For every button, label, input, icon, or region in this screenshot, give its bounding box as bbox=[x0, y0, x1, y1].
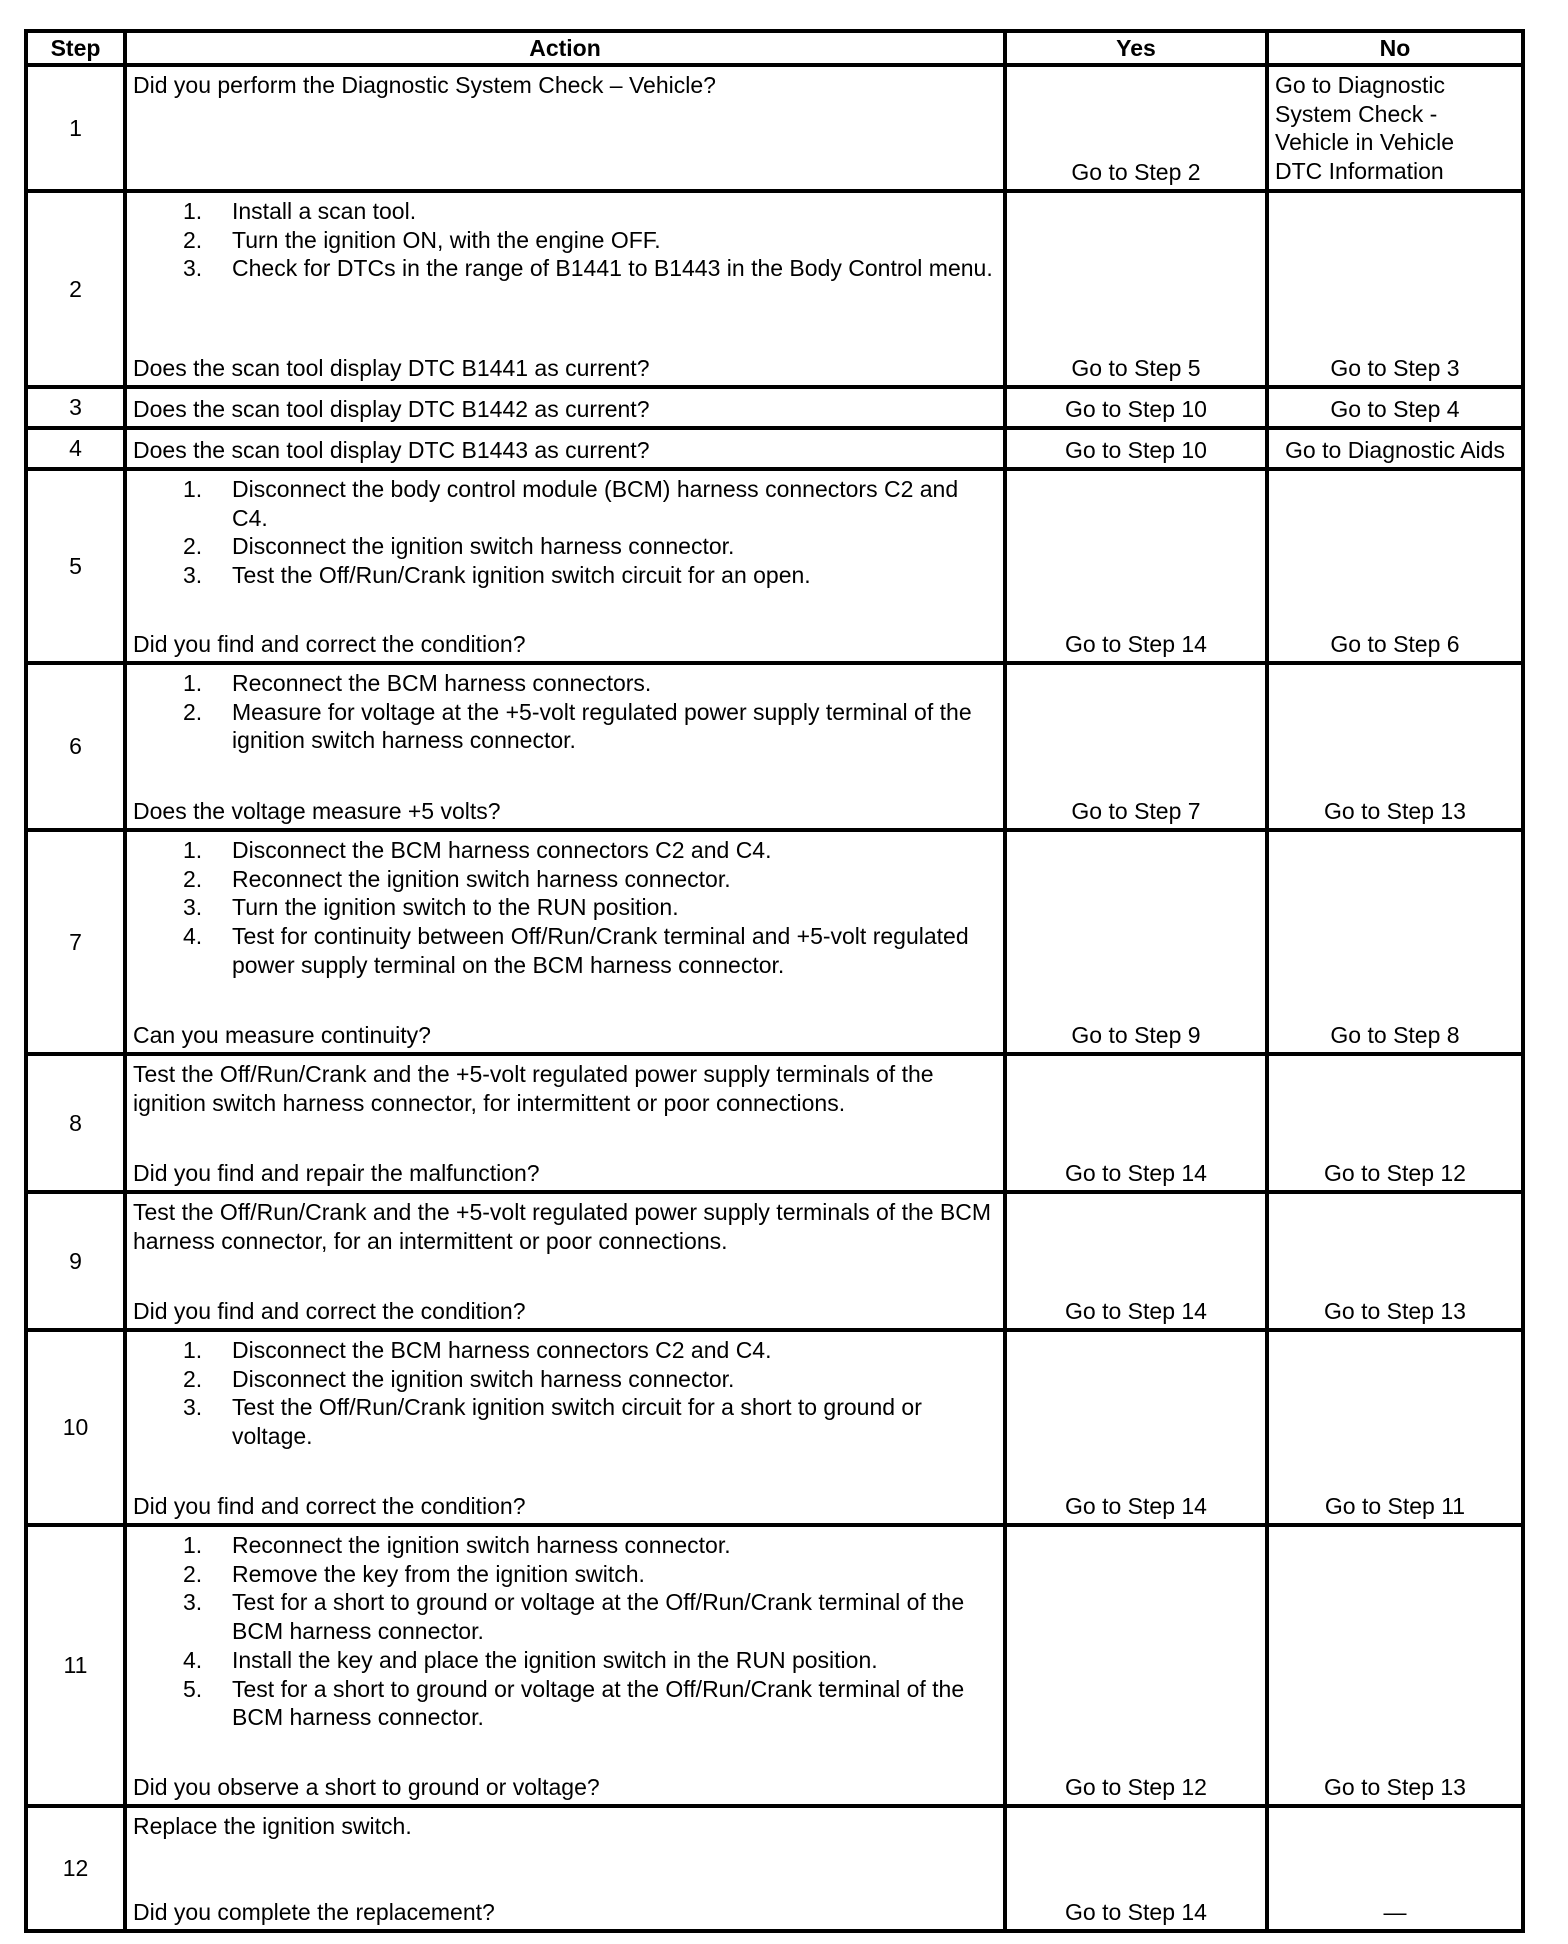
step-number: 9 bbox=[28, 1194, 127, 1328]
no-answer: Go to Step 4 bbox=[1330, 396, 1460, 423]
list-item: 1. Reconnect the ignition switch harness connector. bbox=[183, 1532, 731, 1558]
table-row-step-12 bbox=[28, 1808, 1521, 1929]
no-cell bbox=[1269, 1527, 1521, 1804]
yes-answer: Go to Step 14 bbox=[1065, 1899, 1207, 1926]
no-answer: Go to Diagnostic Aids bbox=[1285, 437, 1505, 464]
step-number: 6 bbox=[28, 665, 127, 828]
step-number: 5 bbox=[28, 471, 127, 661]
no-answer: — bbox=[1383, 1899, 1407, 1926]
header-no: No bbox=[1379, 34, 1411, 61]
list-item: 1. Reconnect the BCM harness connectors. bbox=[183, 670, 652, 696]
list-item: 2. Remove the key from the ignition switch. bbox=[183, 1560, 645, 1587]
no-answer: Go to Step 6 bbox=[1330, 631, 1460, 658]
yes-answer: Go to Step 2 bbox=[1071, 159, 1201, 186]
list-item: 2. Disconnect the ignition switch harness connector. bbox=[183, 1365, 735, 1392]
action-steps-list bbox=[133, 475, 997, 590]
yes-answer: Go to Step 14 bbox=[1065, 1160, 1207, 1187]
action-question: Does the voltage measure +5 volts? bbox=[133, 798, 501, 825]
list-item: 1. Disconnect the BCM harness connectors C2 and C4. bbox=[183, 1337, 772, 1363]
yes-answer: Go to Step 10 bbox=[1065, 396, 1207, 423]
list-item: 2. Measure for voltage at the +5-volt regulated power supply terminal of the ignition switch harness connector. bbox=[183, 698, 972, 754]
action-cell bbox=[127, 67, 1007, 189]
list-item: 3. Check for DTCs in the range of B1441 to B1443 in the Body Control menu. bbox=[183, 255, 993, 282]
list-item: 2. Turn the ignition ON, with the engine OFF. bbox=[183, 226, 661, 253]
no-cell bbox=[1269, 1332, 1521, 1523]
yes-cell bbox=[1007, 430, 1269, 467]
list-item: 1. Install a scan tool. bbox=[183, 198, 417, 224]
no-cell bbox=[1269, 832, 1521, 1052]
list-item: 3. Test the Off/Run/Crank ignition switch circuit for a short to ground or voltage. bbox=[183, 1394, 922, 1450]
no-answer: Go to Step 3 bbox=[1330, 355, 1460, 382]
action-cell bbox=[127, 665, 1007, 828]
table-row-step-10 bbox=[28, 1332, 1521, 1527]
no-cell bbox=[1269, 1808, 1521, 1929]
list-item: 4. Test for continuity between Off/Run/Crank terminal and +5-volt regulated power supply terminal on the BCM harness connector. bbox=[183, 923, 969, 978]
yes-answer: Go to Step 12 bbox=[1065, 1774, 1207, 1801]
action-intro: Replace the ignition switch. bbox=[133, 1813, 412, 1839]
action-question: Did you find and correct the condition? bbox=[133, 1493, 526, 1520]
action-cell bbox=[127, 1056, 1007, 1190]
action-cell bbox=[127, 430, 1007, 467]
list-item: 3. Turn the ignition switch to the RUN position. bbox=[183, 894, 679, 921]
no-answer: Go to Diagnostic System Check - Vehicle in Vehicle DTC Information bbox=[1275, 72, 1455, 185]
no-cell bbox=[1269, 430, 1521, 467]
yes-cell bbox=[1007, 665, 1269, 828]
no-cell bbox=[1269, 67, 1521, 189]
yes-answer: Go to Step 7 bbox=[1071, 798, 1201, 825]
yes-cell bbox=[1007, 1527, 1269, 1804]
yes-answer: Go to Step 14 bbox=[1065, 1493, 1207, 1520]
action-question: Did you complete the replacement? bbox=[133, 1899, 495, 1926]
list-item: 1. Disconnect the body control module (BCM) harness connectors C2 and C4. bbox=[183, 476, 959, 531]
no-cell bbox=[1269, 1056, 1521, 1190]
yes-cell bbox=[1007, 1808, 1269, 1929]
action-cell bbox=[127, 1194, 1007, 1328]
no-answer: Go to Step 12 bbox=[1324, 1160, 1466, 1187]
action-cell bbox=[127, 1332, 1007, 1523]
table-row-step-9 bbox=[28, 1194, 1521, 1332]
action-cell bbox=[127, 471, 1007, 661]
yes-cell bbox=[1007, 193, 1269, 385]
step-number: 2 bbox=[28, 193, 127, 385]
table-row-step-6 bbox=[28, 665, 1521, 832]
action-cell bbox=[127, 389, 1007, 426]
no-answer: Go to Step 13 bbox=[1324, 1774, 1466, 1801]
no-answer: Go to Step 13 bbox=[1324, 1298, 1466, 1325]
action-steps-list bbox=[133, 669, 997, 755]
table-row-step-2 bbox=[28, 193, 1521, 389]
header-step: Step bbox=[28, 33, 127, 63]
list-item: 3. Test for a short to ground or voltage at the Off/Run/Crank terminal of the BCM harness connector. bbox=[183, 1589, 965, 1645]
yes-cell bbox=[1007, 471, 1269, 661]
yes-answer: Go to Step 5 bbox=[1071, 355, 1201, 382]
yes-answer: Go to Step 9 bbox=[1071, 1022, 1201, 1049]
step-number: 10 bbox=[28, 1332, 127, 1523]
no-cell bbox=[1269, 665, 1521, 828]
action-question: Did you observe a short to ground or voltage? bbox=[133, 1774, 600, 1801]
action-question: Does the scan tool display DTC B1441 as current? bbox=[133, 355, 650, 382]
action-steps-list bbox=[133, 836, 997, 980]
action-steps-list bbox=[133, 1336, 997, 1451]
action-cell bbox=[127, 193, 1007, 385]
no-cell bbox=[1269, 193, 1521, 385]
step-number: 1 bbox=[28, 67, 127, 189]
table-row-step-3 bbox=[28, 389, 1521, 430]
action-question: Does the scan tool display DTC B1442 as current? bbox=[133, 396, 650, 423]
list-item: 2. Disconnect the ignition switch harness connector. bbox=[183, 533, 735, 560]
list-item: 4. Install the key and place the ignition switch in the RUN position. bbox=[183, 1646, 878, 1673]
no-cell bbox=[1269, 389, 1521, 426]
no-cell bbox=[1269, 1194, 1521, 1328]
action-steps-list bbox=[133, 197, 997, 283]
action-question: Did you find and repair the malfunction? bbox=[133, 1160, 540, 1187]
action-cell bbox=[127, 832, 1007, 1052]
action-cell bbox=[127, 1527, 1007, 1804]
yes-answer: Go to Step 14 bbox=[1065, 631, 1207, 658]
yes-cell bbox=[1007, 832, 1269, 1052]
no-answer: Go to Step 11 bbox=[1324, 1493, 1466, 1520]
action-question: Did you find and correct the condition? bbox=[133, 631, 526, 658]
yes-cell bbox=[1007, 389, 1269, 426]
header-action: Action bbox=[127, 33, 1007, 63]
action-question: Can you measure continuity? bbox=[133, 1022, 431, 1049]
step-number: 8 bbox=[28, 1056, 127, 1190]
list-item: 2. Reconnect the ignition switch harness connector. bbox=[183, 865, 731, 892]
no-answer: Go to Step 8 bbox=[1330, 1022, 1460, 1049]
step-number: 7 bbox=[28, 832, 127, 1052]
diagnostic-table bbox=[24, 29, 1525, 1933]
action-steps-list bbox=[133, 1531, 997, 1732]
step-number: 12 bbox=[28, 1808, 127, 1929]
action-intro: Test the Off/Run/Crank and the +5-volt regulated power supply terminals of the BCM harness connector, for an intermittent or poor connections. bbox=[133, 1199, 992, 1254]
step-number: 4 bbox=[28, 430, 127, 467]
table-header-row bbox=[28, 33, 1521, 67]
step-number: 11 bbox=[28, 1527, 127, 1804]
table-row-step-11 bbox=[28, 1527, 1521, 1808]
list-item: 5. Test for a short to ground or voltage at the Off/Run/Crank terminal of the BCM harness connector. bbox=[183, 1675, 965, 1731]
no-answer: Go to Step 13 bbox=[1324, 798, 1466, 825]
action-intro: Test the Off/Run/Crank and the +5-volt regulated power supply terminals of the ignition switch harness connector, for intermittent or poor connections. bbox=[133, 1061, 934, 1116]
action-question: Did you find and correct the condition? bbox=[133, 1298, 526, 1325]
list-item: 3. Test the Off/Run/Crank ignition switch circuit for an open. bbox=[183, 562, 811, 589]
table-row-step-7 bbox=[28, 832, 1521, 1056]
yes-cell bbox=[1007, 1194, 1269, 1328]
table-row-step-5 bbox=[28, 471, 1521, 665]
table-row-step-1 bbox=[28, 67, 1521, 193]
yes-cell bbox=[1007, 1056, 1269, 1190]
action-question: Does the scan tool display DTC B1443 as current? bbox=[133, 437, 650, 464]
yes-cell bbox=[1007, 67, 1269, 189]
no-cell bbox=[1269, 471, 1521, 661]
action-cell bbox=[127, 1808, 1007, 1929]
action-intro: Did you perform the Diagnostic System Check – Vehicle? bbox=[133, 72, 716, 98]
yes-cell bbox=[1007, 1332, 1269, 1523]
step-number: 3 bbox=[28, 389, 127, 426]
header-yes: Yes bbox=[1007, 33, 1269, 63]
table-row-step-8 bbox=[28, 1056, 1521, 1194]
yes-answer: Go to Step 10 bbox=[1065, 437, 1207, 464]
list-item: 1. Disconnect the BCM harness connectors C2 and C4. bbox=[183, 837, 772, 863]
table-row-step-4 bbox=[28, 430, 1521, 471]
yes-answer: Go to Step 14 bbox=[1065, 1298, 1207, 1325]
